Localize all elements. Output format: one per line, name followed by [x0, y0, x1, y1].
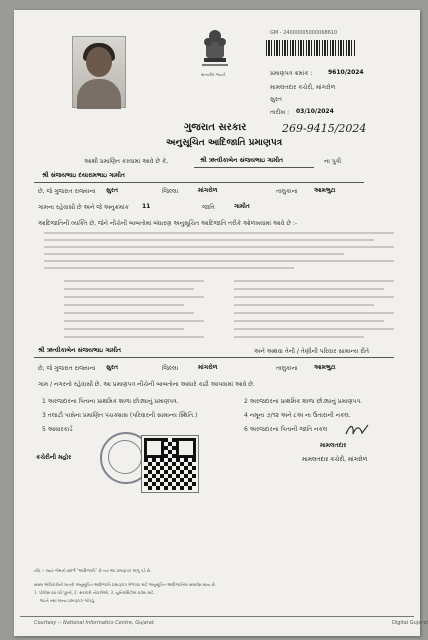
- certificate-title: અનુસૂચિત આદિજાતિ પ્રમાણપત્ર: [166, 138, 283, 148]
- district-label-1: જિલ્લા: [162, 188, 179, 195]
- state-line-label: છે, જે ગુજરાત રાજ્યના: [38, 188, 96, 195]
- village-label-2: તાલુકાના: [276, 365, 298, 372]
- holder-full-name: શ્રી ઋત્વીકાબેન સંજયભાઇ ગામીત: [38, 347, 122, 354]
- note-2: સક્ષમ અધિકારીની ખાતરી અનુસૂચિત આદિજાતિ પ્રમાણપત્ર મેળવવા માટે અનુસૂચિત આદિજાતિમાં સમાવેશ થાય છે.: [34, 582, 216, 587]
- barcode: [266, 40, 356, 56]
- note-4: લઇને તથા માન્ય પ્રમાણપત્ર જોડવું.: [40, 598, 96, 603]
- office-seal-label: કચેરીની મહોર: [36, 454, 72, 461]
- note-3: 1. પોલીસ ૬૦ વર્ષ પૂરતો, 2. સરકારી નોકરીઓ, 3. યુનિવર્સિટીમાં પ્રવેશ માટે.: [34, 590, 155, 595]
- certificate-number-label: પ્રમાણપત્ર ક્રમાંક :: [270, 70, 313, 77]
- certificate-number: 9610/2024: [328, 69, 364, 76]
- village-label-1: તાલુકાના: [276, 188, 298, 195]
- taluka-value-2: સુરત: [106, 364, 118, 371]
- handwritten-reference: 269-9415/2024: [282, 122, 367, 135]
- village-row-label: ગામના રહેવાસી છે અને જે અનુક્રમાંક: [38, 204, 129, 211]
- office-name: મામલતદાર કચેરી, માંગરોળ: [270, 84, 336, 91]
- taluka-value-1: સુરત: [106, 187, 118, 194]
- document-5: 5 આધારકાર્ડ: [42, 426, 73, 433]
- holder-name: શ્રી ઋત્વીકાબેન સંજયભાઇ ગામીત: [200, 157, 284, 164]
- barcode-number: GM - 24000005000068610: [270, 30, 338, 36]
- district-label-2: જિલ્લા: [162, 365, 179, 372]
- issue-date: 03/10/2024: [296, 108, 334, 115]
- officer-signature: [344, 422, 370, 438]
- document-1: 1 અરજદારના પિતાના પ્રાથમિક શાળા છોડ્યાનું પ્રમાણપત્ર.: [42, 398, 179, 405]
- family-members-label: અને અથવા તેની / તેણીની પરિવાર સામાન્ય રીતે: [254, 348, 370, 355]
- note-1: નોંધ :- જ્યાં જેમની સંદર્ભ "આદિજાતિ" છે ત્યાં આ પ્રમાણપત્ર લાગુ પડે છે.: [34, 568, 152, 573]
- officer-office: મામલતદાર કચેરી, માંગરોળ: [302, 456, 368, 463]
- document-2: 2 અરજદારના પ્રાથમિક શાળા છોડ્યાનું પ્રમાણપત્ર.: [244, 398, 363, 405]
- place: સુરત: [270, 96, 282, 103]
- state-label-2: છે, જે ગુજરાત રાજ્યના: [38, 365, 96, 372]
- document-4: 4 નમૂના ૭/૧૨ અને ૮અ ના ઉતારાની નકલ.: [244, 412, 351, 419]
- digital-gujarat-label: Digital Gujarat: [392, 620, 428, 626]
- village-value-2: આમભુટા: [314, 364, 336, 371]
- officer-designation: મામલતદાર: [320, 442, 347, 449]
- qr-code: [142, 436, 198, 492]
- state-emblem: [196, 28, 234, 72]
- document-3: 3 તલાટી પાસેના પ્રમાણિત પંચક્યાસ (પરિવારની સામાન્ય સ્થિતિ.): [42, 412, 198, 419]
- applicant-statement: ગામ / નગરનો રહેવાસી છે. આ પ્રમાણપત્ર નીચેની બાબતોના આધારે કાઢી આપવામાં આવે છે.: [38, 381, 255, 388]
- emblem-caption: સત્યમેવ જયતે: [201, 72, 226, 77]
- government-title: ગુજરાત સરકાર: [184, 122, 247, 133]
- issued-to-label: આથી પ્રમાણિત કરવામાં આવે છે કે,: [84, 158, 169, 165]
- certificate-page: [14, 10, 428, 636]
- declaration-line: આદિજાતિની વ્યક્તિ છે, જેને નીચેની બાબતોમાં બંધારણ અનુસૂચિત આદિજાતિ તરીકે ઓળખવામાં આવે છે :-: [38, 220, 298, 227]
- courtesy-credit: Courtesy :- National Informatics Centre, Gujarat: [34, 620, 154, 626]
- schedule-number: 11: [142, 203, 151, 210]
- date-label: તારીખ :: [270, 109, 290, 116]
- father-name: શ્રી સંજયભાઇ દયારામભાઇ ગામીત: [42, 172, 125, 179]
- district-value-2: માંગરોળ: [198, 364, 218, 371]
- village-value-1: આમભુટા: [314, 187, 336, 194]
- district-value-1: માંગરોળ: [198, 187, 218, 194]
- document-6: 6 અરજદારના પિતાની જાતિ નકલ: [244, 426, 328, 433]
- daughter-of-label: ના પુત્રી: [324, 158, 342, 165]
- applicant-photo: [72, 36, 126, 108]
- tribe-label: જાતિ: [202, 204, 215, 211]
- tribe-name: ગામીત: [234, 203, 250, 210]
